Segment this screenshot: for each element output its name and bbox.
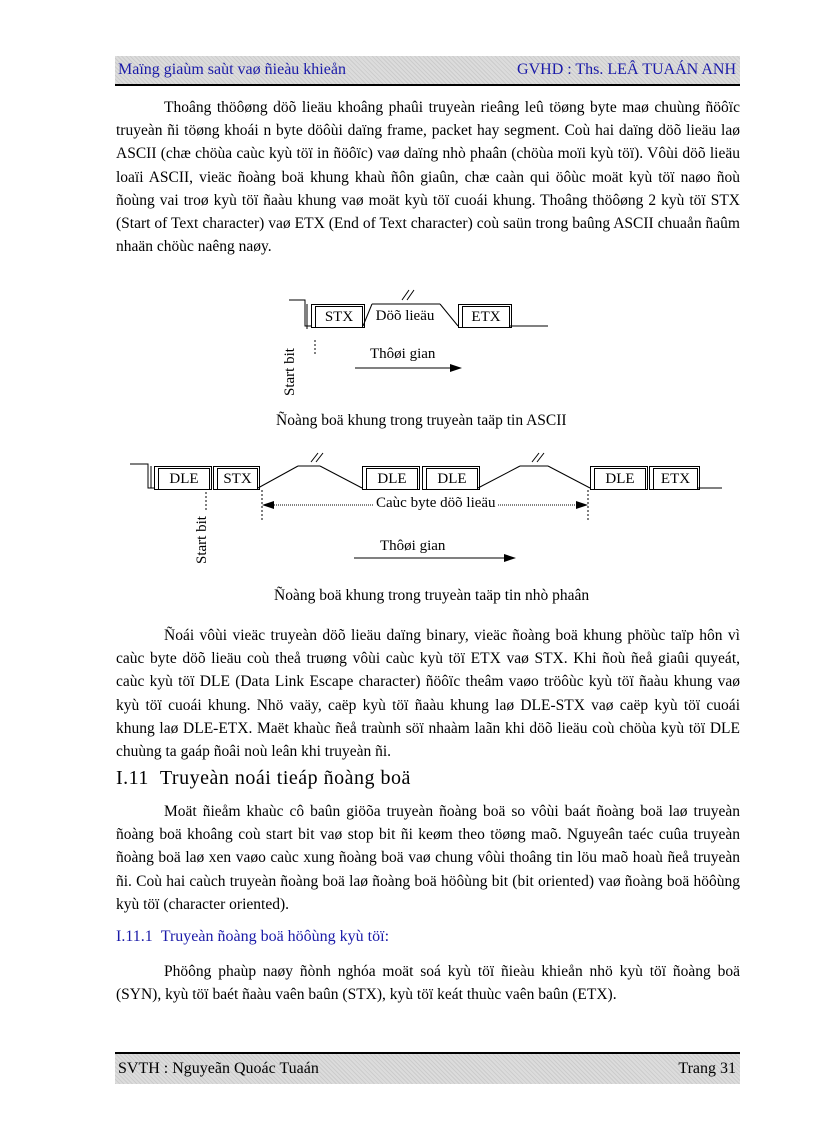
fig2-break-mark	[311, 453, 318, 462]
fig1-time-label: Thôøi gian	[370, 346, 436, 362]
paragraph-sync-transmission	[116, 800, 740, 916]
paragraph-text: Ñoái vôùi vieäc truyeàn döõ lieäu daïng binary, vieäc ñoàng boä khung phöùc taïp hôn vì caùc byte döõ lieäu coù theå truøng vôùi caùc kyù töï ETX vaø STX. Khi ñoù ñeå giaûi quyeát, caùc kyù töï DLE (Data Link Escape character) ñöôïc theâm vaøo tröôùc kyù töï ñaàu khung vaø kyù töï cuoái khung. Nhö vaäy, caëp kyù töï ñaàu khung laø DLE-STX vaø caëp kyù töï cuoái khung laø DLE-ETX. Maët khaùc ñeå traùnh söï nhaàm laãn khi döõ lieäu coù chöùa kyù töï DLE chuùng ta gaáp ñoâi noù leân khi truyeàn ñi.	[116, 627, 740, 761]
paragraph-text: Thoâng thöôøng döõ lieäu khoâng phaûi truyeàn rieâng leû töøng byte maø chuùng ñöôïc truyeàn ñi töøng khoái n byte döôùi daïng frame, packet hay segment. Coù hai daïng döõ lieäu laø ASCII (chæ chöùa caùc kyù töï in ñöôïc) vaø daïng nhò phaân (chöùa moïi kyù töï). Vôùi döõ lieäu loaïi ASCII, vieäc ñoàng boä khung khaù ñôn giaûn, chæ caàn qui öôùc moät kyù töï naøo ñoù ñoùng vai troø kyù töï ñaàu khung vaø moät kyù töï cuoái khung. Thoâng thöôøng 2 kyù töï STX (Start of Text character) vaø ETX (End of Text character) coù saün trong baûng ASCII chuaån ñaûm nhaän chöùc naêng naøy.	[116, 99, 740, 256]
fig1-break-mark	[402, 290, 409, 300]
paragraph-text: Moät ñieåm khaùc cô baûn giöõa truyeàn ñoàng boä so vôùi baát ñoàng boä laø truyeàn ñoàng boä khoâng coù start bit vaø stop bit ñi keøm theo töøng maõ. Nguyeân taéc cuûa truyeàn ñoàng boä laø xen vaøo caùc xung ñoàng boä vaø chung vôùi thoâng tin löu maõ hoaù ñeå truyeàn ñi. Coù hai caùch truyeàn ñoàng boä laø ñoàng boä höôùng bit (bit oriented) vaø ñoàng boä höôùng kyù töï (character oriented).	[116, 803, 740, 913]
fig2-box-dle-1: DLE	[158, 468, 210, 490]
page-header	[115, 56, 740, 86]
fig2-caption: Ñoàng boä khung trong truyeàn taäp tin nhò phaân	[274, 587, 590, 604]
section-number: I.11	[116, 767, 149, 789]
header-instructor: GVHD : Ths. LEÂ TUAÁN ANH	[517, 61, 736, 78]
section-title: Truyeàn noái tieáp ñoàng boä	[159, 767, 411, 789]
paragraph-binary-frame-sync	[116, 624, 740, 763]
fig1-caption: Ñoàng boä khung trong truyeàn taäp tin ASCII	[276, 412, 567, 429]
fig2-slope	[548, 466, 590, 488]
fig2-box-etx: ETX	[653, 468, 698, 490]
subsection-number: I.11.1	[116, 928, 153, 945]
fig2-box-dle-2: DLE	[366, 468, 418, 490]
fig1-start-bit-label: Start bit	[282, 348, 298, 396]
fig2-start-bit-label: Start bit	[194, 516, 210, 564]
fig2-signal-line	[130, 464, 154, 488]
fig1-break-mark	[407, 290, 414, 300]
fig2-slope	[258, 466, 298, 488]
footer-student: SVTH : Nguyeãn Quoác Tuaán	[118, 1060, 319, 1077]
fig2-break-mark	[532, 453, 539, 462]
fig2-data-label: Caùc byte döõ lieäu	[376, 495, 496, 511]
fig1-box-stx: STX	[315, 306, 363, 328]
fig2-span-arrow-left	[262, 501, 274, 509]
fig2-time-label: Thôøi gian	[380, 538, 446, 554]
fig2-slope	[478, 466, 520, 488]
fig2-box-dle-3: DLE	[426, 468, 478, 490]
section-heading	[116, 767, 411, 790]
fig1-time-arrowhead	[450, 364, 462, 372]
header-title: Maïng giaùm saùt vaø ñieàu khieån	[118, 61, 346, 78]
fig1-slope	[440, 304, 458, 326]
fig2-slope	[320, 466, 362, 488]
paragraph-ascii-frame-sync	[116, 96, 740, 258]
paragraph-text: Phöông phaùp naøy ñònh nghóa moät soá kyù töï ñieàu khieån nhö kyù töï ñoàng boä (SYN), kyù töï baét ñaàu vaên baûn (STX), kyù töï keát thuùc vaên baûn (ETX).	[116, 963, 740, 1004]
fig1-signal-line	[289, 300, 311, 326]
fig2-break-mark	[537, 453, 544, 462]
subsection-title: Truyeàn ñoàng boä höôùng kyù töï:	[160, 928, 390, 945]
footer-page-number: Trang 31	[678, 1060, 736, 1077]
fig2-box-stx: STX	[217, 468, 258, 490]
fig2-time-arrowhead	[504, 554, 516, 562]
fig2-span-arrow-right	[576, 501, 588, 509]
fig2-box-dle-4: DLE	[594, 468, 646, 490]
page-footer	[115, 1052, 740, 1084]
paragraph-character-oriented	[116, 960, 740, 1006]
fig2-break-mark	[316, 453, 323, 462]
fig1-box-etx: ETX	[462, 306, 510, 328]
subsection-heading	[116, 928, 389, 946]
fig1-box-data: Döõ lieäu	[375, 308, 435, 324]
